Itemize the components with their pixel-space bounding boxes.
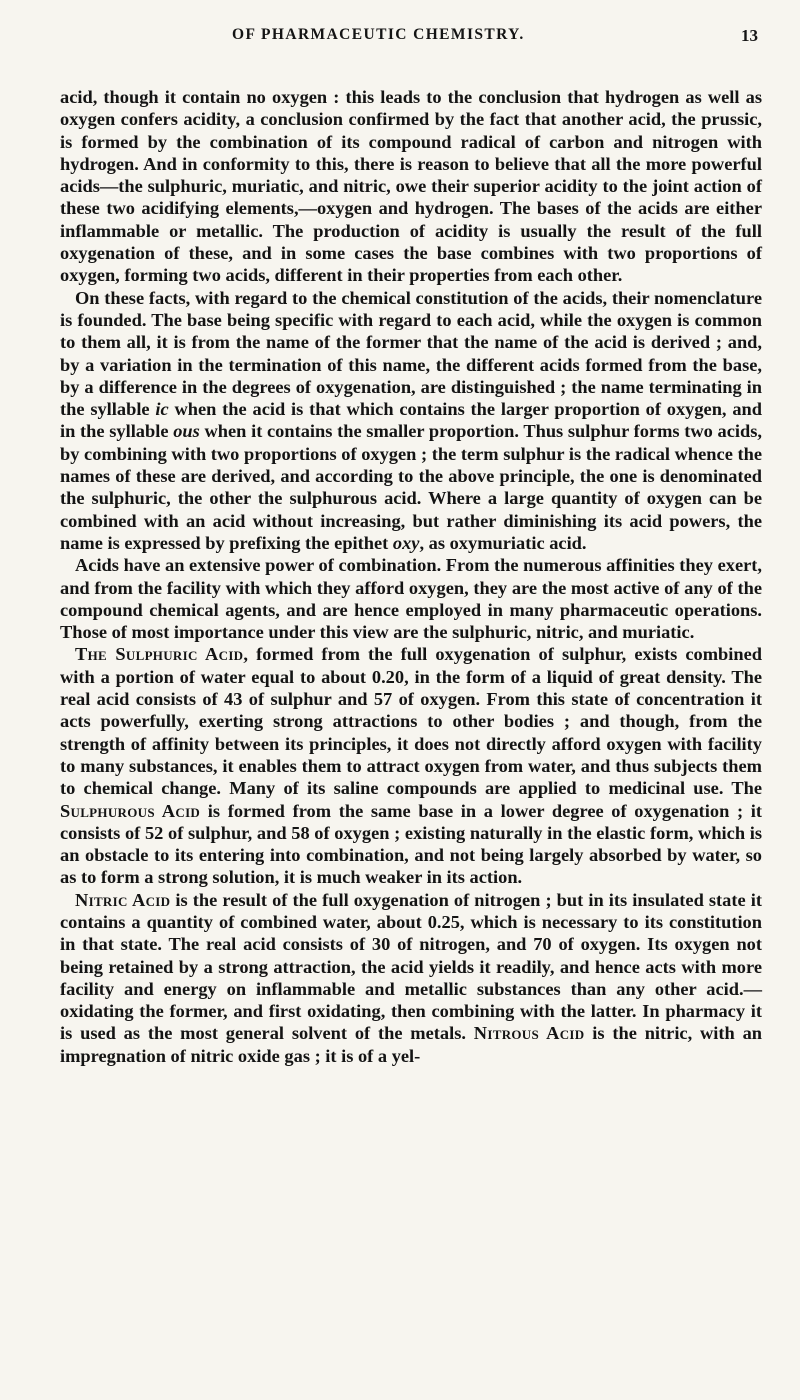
text-run: On these facts, with regard to the chemical constitution of the acids, their nomenclature is founded. The base being specific with regard to each acid, while the oxygen is common to them all, it is from the name of the former that the name of the acid is derived ; and, by a variation in the termination of this name, the different acids formed from the base, by a difference in the degrees of oxygenation, are distinguished ; the name terminating in the syllable bbox=[60, 287, 762, 420]
small-caps-heading: Sulphurous Acid bbox=[60, 800, 201, 821]
paragraph-combination bbox=[60, 554, 762, 643]
text-run: is the result of the full oxygenation of nitrogen ; but in its insulated state it contains a quantity of combined water, about 0.25, which is necessary to its constitution in that state. The real acid consists of 30 of nitrogen, and 70 of oxygen. Its oxygen not being retained by a strong attraction, the acid yields it readily, and hence acts with more facility and energy on inflammable and metallic substances than any other acid.—oxidating the former, and first oxidating, then combining with the latter. In pharmacy it is used as the most general solvent of the metals. bbox=[60, 889, 762, 1044]
small-caps-heading: Nitric Acid bbox=[75, 889, 171, 910]
italic-term: oxy bbox=[392, 532, 420, 553]
paragraph-text: acid, though it contain no oxygen : this leads to the conclusion that hydrogen as well as oxygen confers acidity, a conclusion confirmed by the fact that another acid, the prussic, is formed by the combination of its compound radical of carbon and nitrogen with hydrogen. And in conformity to this, there is reason to believe that all the more powerful acids—the sulphuric, muriatic, and nitric, owe their superior acidity to the joint action of these two acidifying elements,—oxygen and hydrogen. The bases of the acids are either inflammable or metallic. The production of acidity is usually the result of the full oxygenation of these, and in some cases the base combines with two proportions of oxygen, forming two acids, different in their properties from each other. bbox=[60, 87, 762, 286]
running-title: OF PHARMACEUTIC CHEMISTRY. bbox=[232, 26, 525, 43]
paragraph-text: Acids have an extensive power of combination. From the numerous affinities they exert, and from the facility with which they afford oxygen, they are the most active of any of the compound chemical agents, and are hence employed in many pharmaceutic operations. Those of most importance under this view are the sulphuric, nitric, and muriatic. bbox=[60, 555, 762, 643]
text-run: , formed from the full oxygenation of sulphur, exists combined with a portion of water equal to about 0.20, in the form of a liquid of great density. The real acid consists of 43 of sulphur and 57 of oxygen. From this state of concentration it acts powerfully, exerting strong attractions to other bodies ; and though, from the strength of affinity between its principles, it does not directly afford oxygen with facility to many substances, it enables them to attract oxygen from water, and thus subjects them to chemical change. Many of its saline compounds are applied to medicinal use. The bbox=[60, 644, 763, 799]
paragraph-continuation bbox=[60, 86, 762, 287]
small-caps-heading: The Sulphuric Acid bbox=[75, 644, 244, 665]
small-caps-heading: Nitrous Acid bbox=[473, 1023, 585, 1044]
italic-term: ous bbox=[173, 421, 200, 442]
paragraph-sulphuric-acid bbox=[60, 643, 762, 888]
running-head bbox=[0, 26, 800, 50]
text-run: when it contains the smaller proportion. Thus sulphur forms two acids, by combining with two proportions of oxygen ; the term sulphur is the radical whence the names of these are derived, and according to the above principle, the one is denominated the sulphuric, the other the sulphurous acid. Where a large quantity of oxygen can be combined with an acid without increasing, but rather diminishing its acid powers, the name is expressed by prefixing the epithet bbox=[60, 421, 762, 553]
page-number: 13 bbox=[741, 26, 758, 45]
body-text bbox=[60, 86, 762, 1067]
text-run: , as oxymuriatic acid. bbox=[419, 532, 587, 553]
paragraph-nitric-acid bbox=[60, 889, 762, 1067]
paragraph-nomenclature bbox=[60, 287, 762, 555]
text-run: is the nitric, with an impregnation of nitric oxide gas ; it is of a yel- bbox=[60, 1023, 762, 1066]
text-run: when the acid is that which contains the larger proportion of oxygen, and in the syllable bbox=[60, 399, 762, 442]
text-run: is formed from the same base in a lower degree of oxygenation ; it consists of 52 of sulphur, and 58 of oxygen ; existing naturally in the elastic form, which is an obstacle to its entering into combination, and not being largely absorbed by water, so as to form a strong solution, it is much weaker in its action. bbox=[60, 800, 763, 888]
italic-term: ic bbox=[155, 399, 169, 420]
